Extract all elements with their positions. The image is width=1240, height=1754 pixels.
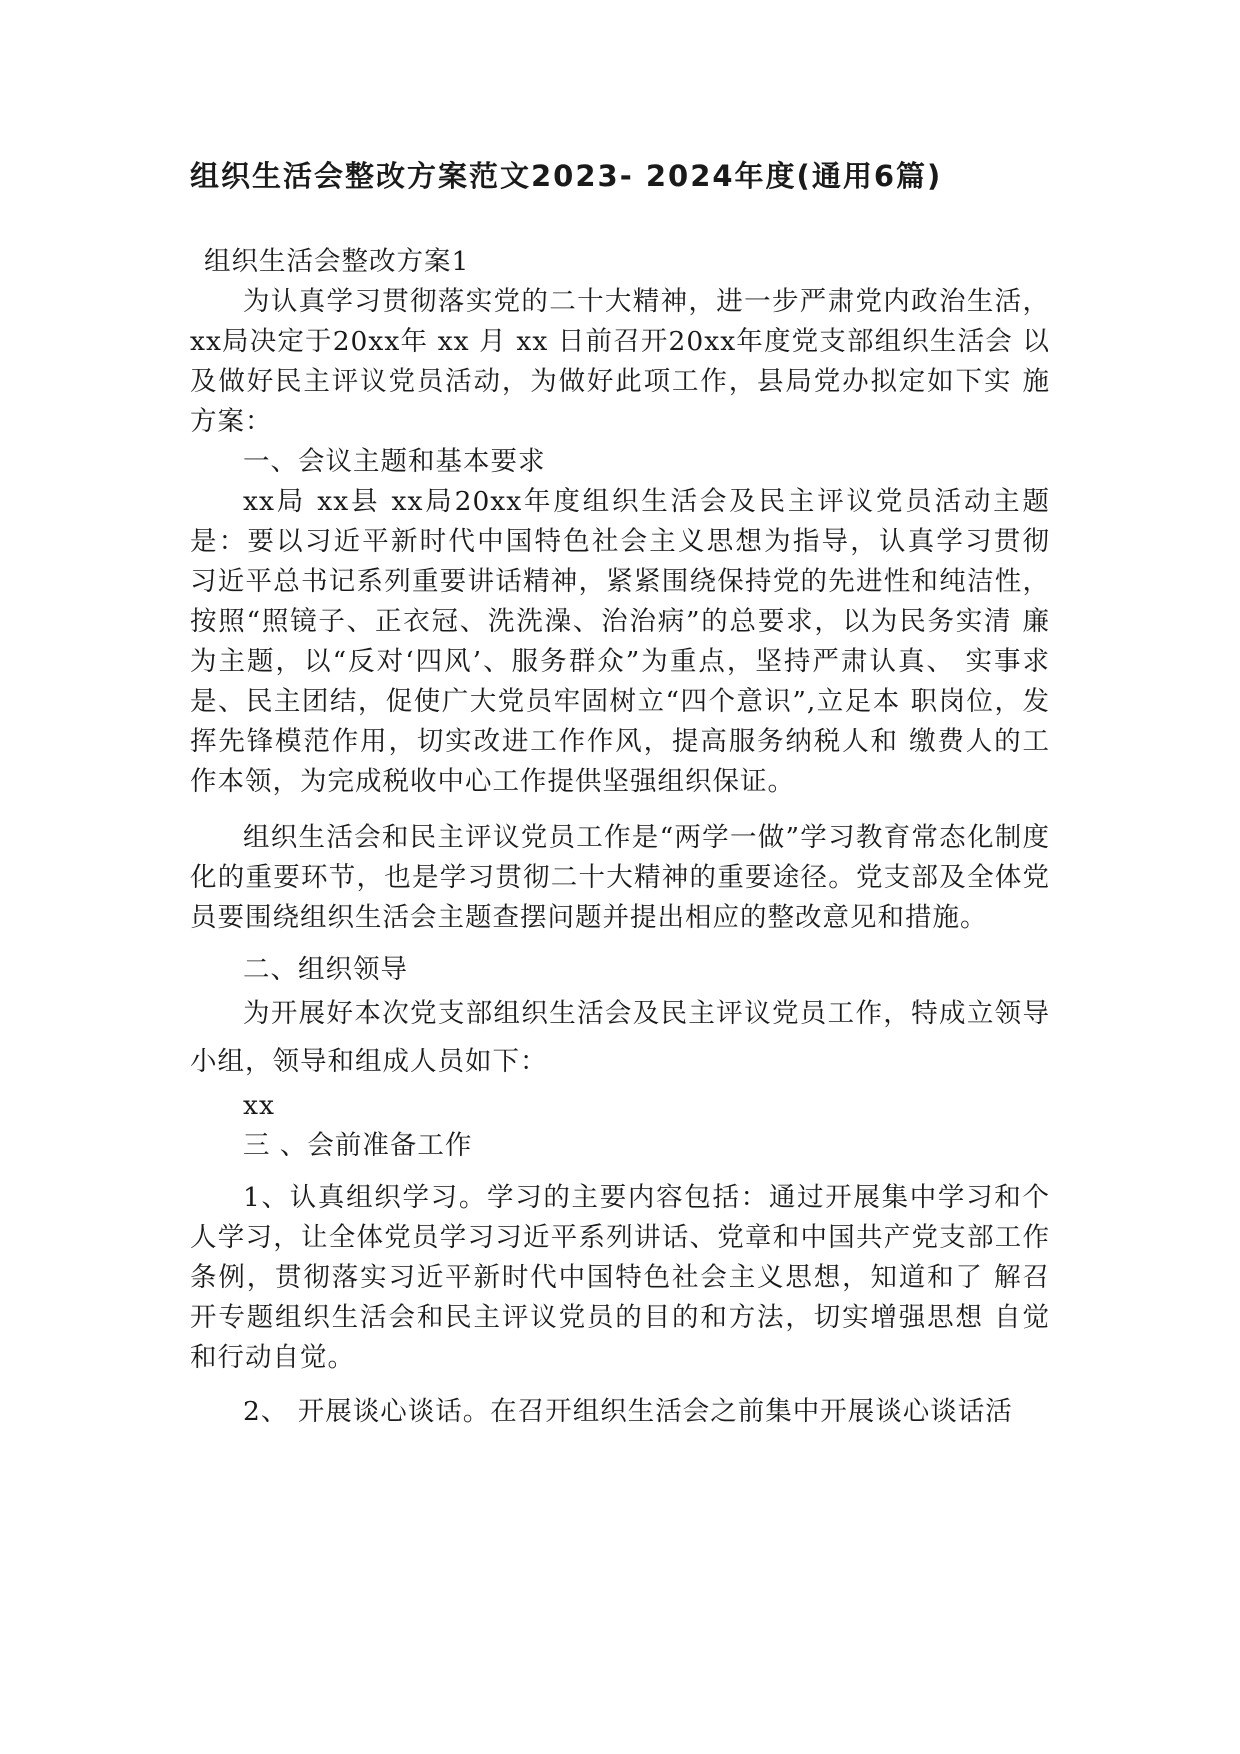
leadership-paragraph: 为开展好本次党支部组织生活会及民主评议党员工作，特成立领导小组，领导和组成人员如下： (190, 998, 1050, 1077)
list-item-study: 1、认真组织学习。学习的主要内容包括：通过开展集中学习和个人学习，让全体党员学习习近平系列讲话、党章和中国共产党支部工作条例，贯彻落实习近平新时代中国特色社会主义思想，知道和了 解召开专题组织生活会和民主评议党员的目的和方法，切实增强思想 自觉和行动自觉。 (190, 1182, 1050, 1373)
document-body (190, 242, 1050, 1432)
document-title: 组织生活会整改方案范文2023- 2024年度(通用6篇) (190, 159, 943, 193)
list-item-talks: 2、 开展谈心谈话。在召开组织生活会之前集中开展谈心谈话活 (243, 1396, 1013, 1427)
intro-paragraph: 为认真学习贯彻落实党的二十大精神，进一步严肃党内政治生活， xx局决定于20xx年 xx 月 xx 日前召开20xx年度党支部组织生活会 以及做好民主评议党员活动，为做好此项工作，县局党办拟定如下实 施方案： (190, 286, 1050, 437)
heading-meeting-theme: 一、会议主题和基本要求 (243, 446, 546, 477)
members-placeholder: xx (243, 1090, 275, 1121)
theme-paragraph: xx局 xx县 xx局20xx年度组织生活会及民主评议党员活动主题 是：要以习近平新时代中国特色社会主义思想为指导，认真学习贯彻 习近平总书记系列重要讲话精神，紧紧围绕保持党的先进性和纯洁性， 按照“照镜子、正衣冠、洗洗澡、治治病”的总要求，以为民务实清 廉为主题，以“反对‘四风’、服务群众”为重点，坚持严肃认真、 实事求是、民主团结，促使广大党员牢固树立“四个意识”,立足本 职岗位，发挥先锋模范作用，切实改进工作作风，提高服务纳税人和 缴费人的工作本领，为完成税收中心工作提供坚强组织保证。 (190, 486, 1050, 797)
section-subtitle: 组织生活会整改方案1 (204, 246, 470, 277)
importance-paragraph: 组织生活会和民主评议党员工作是“两学一做”学习教育常态化制度化的重要环节，也是学习贯彻二十大精神的重要途径。党支部及全体党员要围绕组织生活会主题查摆问题并提出相应的整改意见和措施。 (190, 822, 1050, 933)
heading-leadership: 二、组织领导 (243, 954, 408, 985)
heading-preparation: 三 、会前准备工作 (243, 1130, 473, 1161)
